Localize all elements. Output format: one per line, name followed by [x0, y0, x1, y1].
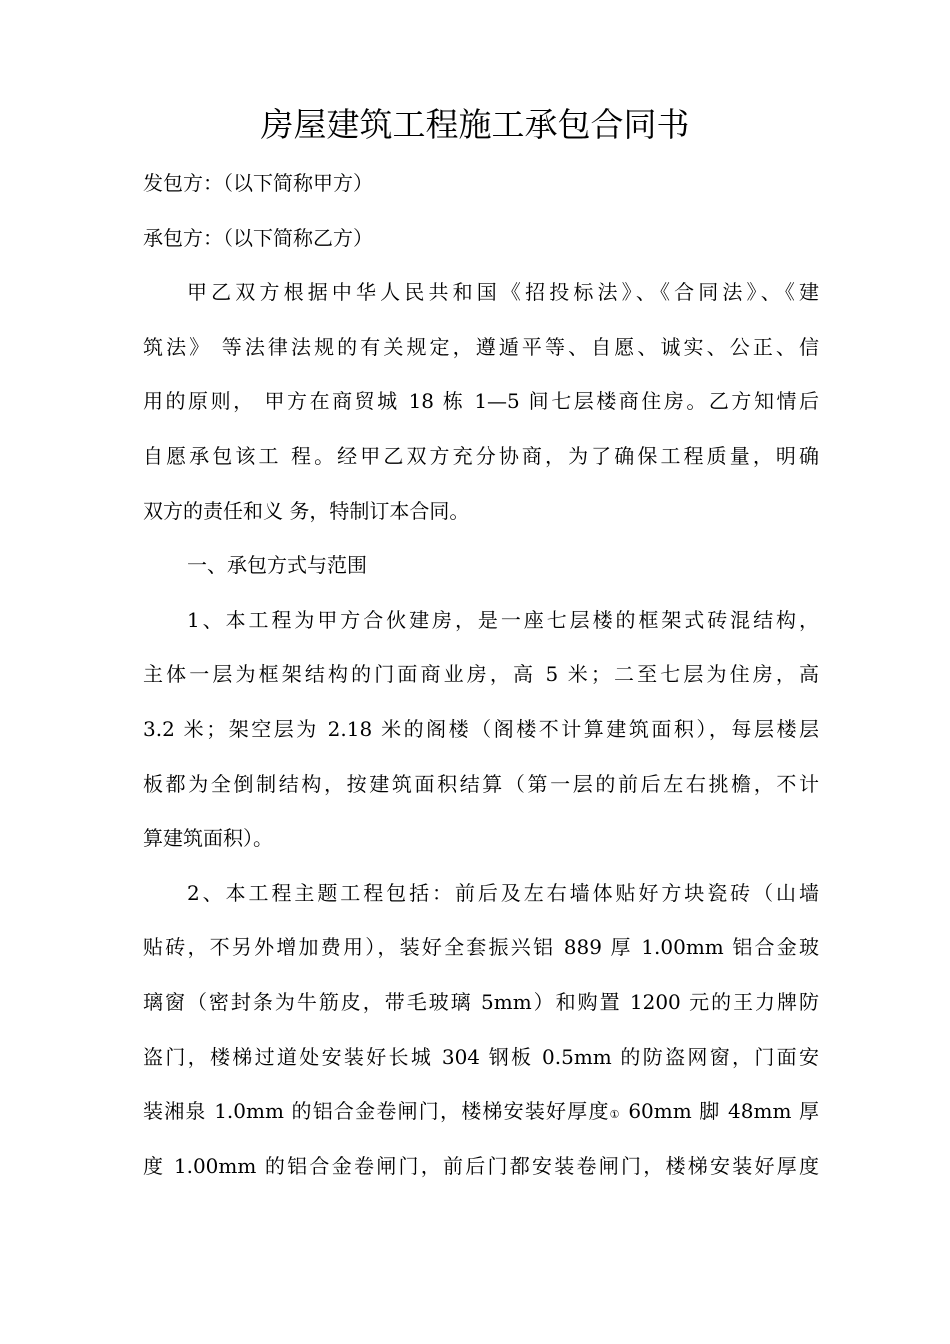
item-2-line-tail: 60mm 脚 48mm 厚	[620, 1099, 819, 1124]
document-body	[143, 156, 819, 1193]
document-title: 房屋建筑工程施工承包合同书	[260, 105, 690, 144]
item-1-line: 算建筑面积）。	[143, 826, 273, 851]
preamble-line: 自愿承包该工 程。经甲乙双方充分协商，为了确保工程质量，明确	[143, 443, 819, 468]
item-2-line-with-mark	[143, 1084, 819, 1139]
item-2-line: 度 1.00mm 的铝合金卷闸门，前后门都安装卷闸门，楼梯安装好厚度	[143, 1153, 819, 1178]
preamble-line: 甲乙双方根据中华人民共和国《招投标法》、《合同法》、《建	[187, 280, 819, 305]
section-heading: 一、承包方式与范围	[187, 553, 367, 578]
item-1-line: 3.2 米；架空层为 2.18 米的阁楼（阁楼不计算建筑面积），每层楼层	[143, 716, 819, 741]
item-2-line: 盗门，楼梯过道处安装好长城 304 钢板 0.5mm 的防盗网窗，门面安	[143, 1044, 819, 1069]
preamble-line: 用的原则， 甲方在商贸城 18 栋 1—5 间七层楼商住房。乙方知情后	[143, 389, 819, 414]
preamble-line: 筑法》 等法律法规的有关规定，遵遁平等、自愿、诚实、公正、信	[143, 334, 819, 359]
party-a-line: 发包方：（以下简称甲方）	[143, 171, 373, 195]
item-1-paragraph	[143, 593, 819, 866]
item-2-line: 贴砖，不另外增加费用），装好全套振兴铝 889 厚 1.00mm 铝合金玻	[143, 935, 819, 960]
circled-number-mark: ①	[609, 1108, 621, 1122]
preamble-paragraph	[143, 265, 819, 538]
item-2-line: 璃窗（密封条为牛筋皮，带毛玻璃 5mm）和购置 1200 元的王力牌防	[143, 989, 819, 1014]
item-2-paragraph	[143, 866, 819, 1194]
preamble-line: 双方的责任和义 务，特制订本合同。	[143, 498, 470, 523]
item-1-line: 板都为全倒制结构，按建筑面积结算（第一层的前后左右挑檐，不计	[143, 771, 819, 796]
item-2-line-text: 装湘泉 1.0mm 的铝合金卷闸门，楼梯安装好厚度	[143, 1099, 610, 1124]
item-1-line: 1、本工程为甲方合伙建房，是一座七层楼的框架式砖混结构，	[187, 607, 819, 632]
party-b-line: 承包方：（以下简称乙方）	[143, 225, 373, 250]
item-1-line: 主体一层为框架结构的门面商业房，高 5 米；二至七层为住房，高	[143, 662, 819, 687]
item-2-line: 2、本工程主题工程包括：前后及左右墙体贴好方块瓷砖（山墙	[187, 880, 819, 905]
